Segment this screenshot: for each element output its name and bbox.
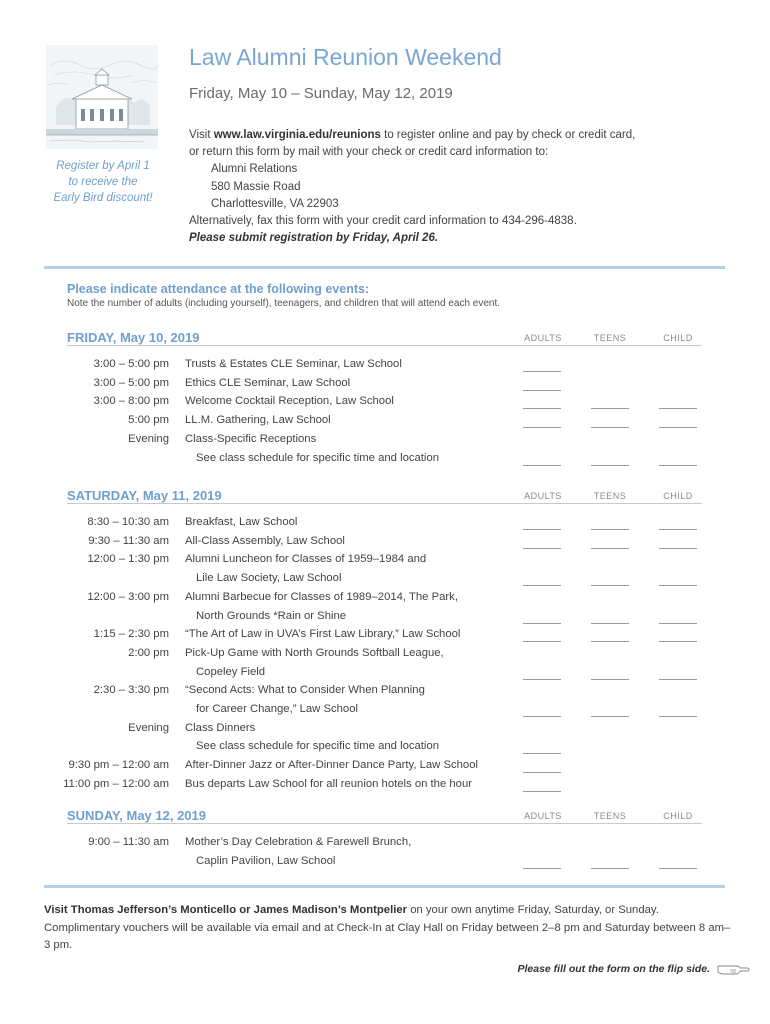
attendance-teens-field[interactable]: [591, 716, 629, 717]
attendance-adults-field[interactable]: [523, 679, 561, 680]
attendance-adults-field[interactable]: [523, 408, 561, 409]
attendance-teens-field[interactable]: [591, 585, 629, 586]
event-name: LL.M. Gathering, Law School: [185, 414, 331, 427]
divider: [44, 266, 725, 269]
event-name: for Career Change,” Law School: [196, 703, 359, 715]
event-time: Evening: [128, 721, 169, 734]
event-name: See class schedule for specific time and location: [196, 451, 440, 464]
event-name: Breakfast, Law School: [185, 516, 298, 528]
event-name: Mother’s Day Celebration & Farewell Brunch,: [185, 836, 412, 848]
visit-prefix: Visit: [189, 129, 214, 141]
event-name: Caplin Pavilion, Law School: [196, 854, 336, 867]
attendance-adults-field[interactable]: [523, 427, 561, 428]
attendance-adults-field[interactable]: [523, 716, 561, 717]
address-line: Charlottesville, VA 22903: [211, 197, 339, 210]
attendance-heading: Please indicate attendance at the following events:: [67, 282, 370, 296]
attendance-adults-field[interactable]: [523, 791, 561, 792]
attendance-adults-field[interactable]: [523, 641, 561, 642]
event-time: 1:15 – 2:30 pm: [93, 628, 169, 641]
early-bird-note: [44, 158, 162, 206]
section-title: SUNDAY, May 12, 2019: [67, 808, 206, 823]
attendance-child-field[interactable]: [659, 427, 697, 428]
attendance-adults-field[interactable]: [523, 868, 561, 869]
attendance-teens-field[interactable]: [591, 623, 629, 624]
registration-url[interactable]: www.law.virginia.edu/reunions: [213, 129, 381, 141]
registration-deadline: Please submit registration by Friday, April 26.: [189, 232, 439, 245]
attendance-child-field[interactable]: [659, 641, 697, 642]
fax-instructions: Alternatively, fax this form with your credit card information to 434-296-4838.: [189, 215, 577, 228]
early-bird-line: Early Bird discount!: [53, 192, 153, 204]
attendance-adults-field[interactable]: [523, 390, 561, 391]
attendance-teens-field[interactable]: [591, 679, 629, 680]
column-header-teens: TEENS: [593, 491, 627, 501]
attendance-child-field[interactable]: [659, 716, 697, 717]
event-time: 8:30 – 10:30 am: [87, 516, 169, 528]
column-header-adults: ADULTS: [524, 491, 562, 501]
early-bird-line: Register by April 1: [56, 160, 150, 172]
event-name: North Grounds *Rain or Shine: [196, 609, 347, 622]
attendance-child-field[interactable]: [659, 465, 697, 466]
event-name: Lile Law Society, Law School: [196, 572, 342, 585]
event-time: 3:00 – 8:00 pm: [93, 395, 169, 408]
event-time: 3:00 – 5:00 pm: [93, 376, 169, 389]
event-time: 3:00 – 5:00 pm: [93, 358, 169, 370]
section-rule: [67, 345, 702, 346]
event-time: 5:00 pm: [128, 414, 169, 427]
attendance-teens-field[interactable]: [591, 641, 629, 642]
attendance-child-field[interactable]: [659, 529, 697, 530]
attendance-teens-field[interactable]: [591, 408, 629, 409]
attendance-child-field[interactable]: [659, 408, 697, 409]
event-time: 2:30 – 3:30 pm: [93, 684, 169, 697]
event-name: After-Dinner Jazz or After-Dinner Dance Party, Law School: [185, 759, 479, 772]
attendance-adults-field[interactable]: [523, 585, 561, 586]
event-name: Bus departs Law School for all reunion hotels on the hour: [185, 777, 472, 790]
footer-note: [44, 902, 734, 955]
event-time: 2:00 pm: [128, 646, 169, 659]
address-line: 580 Massie Road: [211, 180, 301, 193]
event-time: 9:00 – 11:30 am: [88, 836, 169, 848]
divider: [44, 885, 725, 888]
attendance-adults-field[interactable]: [523, 623, 561, 624]
attendance-child-field[interactable]: [659, 623, 697, 624]
flip-side-note: Please fill out the form on the flip side.: [517, 963, 710, 975]
event-time: 12:00 – 1:30 pm: [87, 553, 169, 566]
event-time: Evening: [128, 432, 169, 445]
column-header-adults: ADULTS: [524, 811, 562, 821]
event-name: Alumni Barbecue for Classes of 1989–2014, The Park,: [185, 590, 458, 603]
attendance-adults-field[interactable]: [523, 465, 561, 466]
pointing-hand-icon: [716, 961, 750, 977]
event-dates: Friday, May 10 – Sunday, May 12, 2019: [189, 85, 453, 102]
mail-instructions: or return this form by mail with your check or credit card information to:: [189, 146, 549, 159]
event-name: Pick-Up Game with North Grounds Softball League,: [185, 646, 444, 659]
event-name: Class Dinners: [185, 721, 256, 734]
building-illustration: [46, 45, 158, 149]
attendance-adults-field[interactable]: [523, 529, 561, 530]
attendance-note: Note the number of adults (including yourself), teenagers, and children that will attend each event.: [67, 298, 501, 309]
section-title: FRIDAY, May 10, 2019: [67, 330, 200, 345]
event-name: “The Art of Law in UVA’s First Law Library,” Law School: [185, 628, 461, 641]
attendance-teens-field[interactable]: [591, 427, 629, 428]
section-rule: [67, 503, 702, 504]
event-time: 9:30 pm – 12:00 am: [68, 759, 169, 772]
column-header-adults: ADULTS: [524, 333, 562, 343]
footer-rest: on your own anytime Friday, Saturday, or Sunday. Complimentary vouchers will be available via email and at Check-In at Clay Hall on Friday between 2–8 pm and Saturday between 8 am–3 pm.: [44, 904, 731, 951]
section-rule: [67, 823, 702, 824]
address-line: Alumni Relations: [211, 163, 298, 176]
attendance-child-field[interactable]: [659, 868, 697, 869]
attendance-adults-field[interactable]: [523, 772, 561, 773]
event-name: See class schedule for specific time and location: [196, 740, 440, 753]
column-header-teens: TEENS: [593, 811, 627, 821]
visit-suffix: to register online and pay by check or credit card,: [380, 129, 636, 141]
attendance-child-field[interactable]: [659, 585, 697, 586]
column-header-child: CHILD: [663, 811, 693, 821]
event-name: Ethics CLE Seminar, Law School: [185, 376, 351, 389]
column-header-child: CHILD: [663, 491, 693, 501]
event-name: Trusts & Estates CLE Seminar, Law School: [185, 358, 402, 370]
section-title: SATURDAY, May 11, 2019: [67, 488, 222, 503]
attendance-teens-field[interactable]: [591, 868, 629, 869]
event-name: Class-Specific Receptions: [185, 432, 317, 445]
attendance-adults-field[interactable]: [523, 753, 561, 754]
event-time: 11:00 pm – 12:00 am: [63, 777, 169, 790]
event-name: Welcome Cocktail Reception, Law School: [185, 395, 394, 408]
event-time: 9:30 – 11:30 am: [88, 534, 169, 547]
event-name: Alumni Luncheon for Classes of 1959–1984 and: [185, 553, 427, 566]
column-header-teens: TEENS: [593, 333, 627, 343]
attendance-child-field[interactable]: [659, 548, 697, 549]
event-name: All-Class Assembly, Law School: [185, 534, 345, 547]
attendance-adults-field[interactable]: [523, 371, 561, 372]
column-header-child: CHILD: [663, 333, 693, 343]
early-bird-line: to receive the: [68, 176, 138, 188]
attendance-adults-field[interactable]: [523, 548, 561, 549]
page-title: Law Alumni Reunion Weekend: [189, 44, 502, 70]
attendance-teens-field[interactable]: [591, 465, 629, 466]
attendance-teens-field[interactable]: [591, 529, 629, 530]
attendance-child-field[interactable]: [659, 679, 697, 680]
event-time: 12:00 – 3:00 pm: [87, 590, 169, 603]
attendance-teens-field[interactable]: [591, 548, 629, 549]
footer-bold: Visit Thomas Jefferson’s Monticello or James Madison’s Montpelier: [44, 904, 408, 916]
registration-info: [189, 127, 649, 247]
event-name: “Second Acts: What to Consider When Planning: [185, 684, 425, 697]
event-name: Copeley Field: [196, 665, 266, 678]
